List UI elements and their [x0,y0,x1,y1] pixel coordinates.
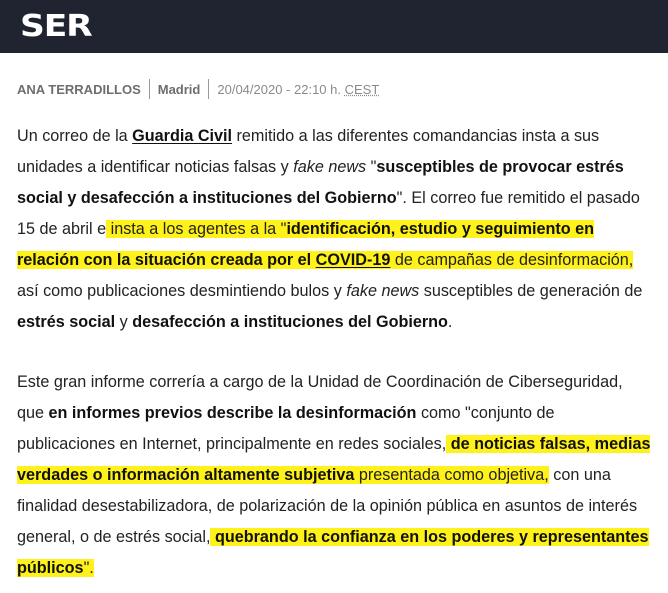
timezone-abbr: CEST [344,81,380,97]
location: Madrid [157,81,201,97]
link-covid-19[interactable]: COVID-19 [315,251,391,269]
meta-divider [149,79,150,99]
highlight: de noticias falsas, medias verdades o información altamente subjetiva presentada como objetiva, [17,435,651,484]
link-guardia-civil[interactable]: Guardia Civil [132,127,233,145]
publish-date: 20/04/2020 - 22:10 h. CEST [217,81,380,97]
paragraph-2: Este gran informe correría a cargo de la Unidad de Coordinación de Ciberseguridad, que en informes previos describe la desinformación como "conjunto de publicaciones en Internet, principalmente en redes sociales, de noticias falsas, medias verdades o información altamente subjetiva presentada como objetiva, con una finalidad desestabilizadora, de polarización de la opinión pública en asuntos de interés general, o de estrés social, quebrando la confianza en los poderes y representantes públicos". [17,373,651,577]
author-name[interactable]: ANA TERRADILLOS [17,81,141,97]
paragraph-1: Un correo de la Guardia Civil remitido a las diferentes comandancias insta a sus unidades a identificar noticias falsas y fake news "susceptibles de provocar estrés social y desafección a instituciones del Gobierno". El correo fue remitido el pasado 15 de abril e insta a los agentes a la "identificación, estudio y seguimiento en relación con la situación creada por el COVID-19 de campañas de desinformación, así como publicaciones desmintiendo bulos y fake news susceptibles de generación de estrés social y desafección a instituciones del Gobierno. [17,127,643,331]
highlight: quebrando la confianza en los poderes y representantes públicos". [17,528,649,577]
highlight: insta a los agentes a la "identificación, estudio y seguimiento en relación con la situación creada por el COVID-19 de campañas de desinformación, [17,220,634,269]
top-bar [0,0,668,53]
ser-logo[interactable]: SER [20,8,92,44]
article-meta [0,75,668,103]
meta-divider [208,79,209,99]
article-body [0,121,668,584]
